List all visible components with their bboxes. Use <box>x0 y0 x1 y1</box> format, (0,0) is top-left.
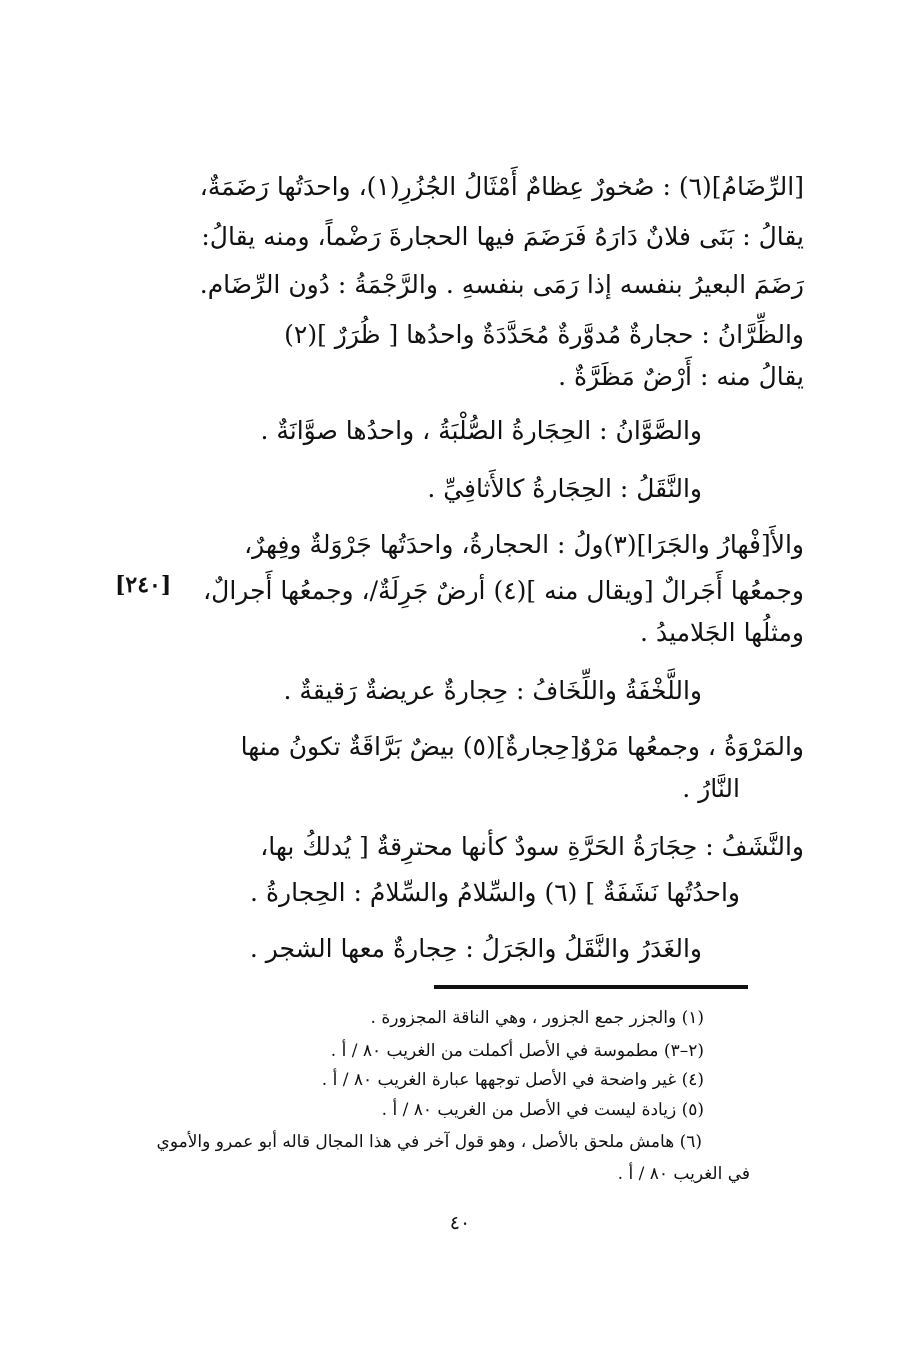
footnote-3: (٤) غير واضحة في الأصل توجهها عبارة الغريب ٨٠ / أ . <box>321 1070 704 1090</box>
page-number: ٤٠ <box>449 1212 471 1234</box>
footnote-5-cont: في الغريب ٨٠ / أ . <box>617 1164 750 1184</box>
body-line-1: [الرِّضَامُ](٦) : صُخورٌ عِظامٌ أَمْثَالُ الجُزُرِ(١)، واحدَتُها رَضَمَةٌ، <box>199 172 804 201</box>
body-line-6: والصَّوَّانُ : الحِجَارةُ الصُّلْبَةُ ، واحدُها صوَّانَةٌ . <box>260 416 702 445</box>
body-line-16: والغَدَرُ والنَّقَلُ والجَرَلُ : حِجارةٌ معها الشجر . <box>249 934 702 963</box>
body-line-12: والمَرْوَةُ ، وجمعُها مَرْوٌ[حِجارةٌ](٥) بيضٌ بَرَّاقَةٌ تكونُ منها <box>240 732 804 761</box>
footnote-4: (٥) زيادة ليست في الأصل من الغريب ٨٠ / أ . <box>381 1100 704 1120</box>
body-line-5: يقالُ منه : أَرْضٌ مَظَرَّةٌ . <box>558 362 804 391</box>
body-line-14: والنَّشَفُ : حِجَارَةُ الحَرَّةِ سودٌ كأنها محترِقةٌ [ يُدلكُ بها، <box>260 832 804 861</box>
body-line-15: واحدُتُها نَشَفَةٌ ] (٦) والسِّلامُ والسِّلامُ : الحِجارةُ . <box>250 878 740 907</box>
body-line-13: النَّارُ . <box>682 774 740 803</box>
body-line-7: والنَّقَلُ : الحِجَارةُ كالأَثافِيِّ . <box>427 474 702 503</box>
body-line-11: واللَّخْفَةُ واللِّخَافُ : حِجارةٌ عريضةٌ رَقيقةٌ . <box>283 676 702 705</box>
body-line-9: وجمعُها أَجَرالٌ [ويقال منه ](٤) أرضٌ جَرِلَةٌ/، وجمعُها أَجرالٌ، <box>203 576 804 605</box>
body-line-3: رَضَمَ البعيرُ بنفسه إذا رَمَى بنفسهِ . والرَّجْمَةُ : دُون الرِّضَام. <box>199 270 804 299</box>
body-line-4: والظِّرَّانُ : حجارةٌ مُدوَّرةٌ مُحَدَّدَةٌ واحدُها [ ظُرَرٌ ](٢) <box>284 320 804 349</box>
body-line-8: والأَ[فْهارُ والجَرَا](٣)ولُ : الحجارةُ، واحدَتُها جَرْوَلةٌ وفِهرٌ، <box>244 530 804 559</box>
body-line-10: ومثلُها الجَلاميدُ . <box>640 618 804 647</box>
body-line-2: يقالُ : بَنَى فلانٌ دَارَهُ فَرَضَمَ فيها الحجارةَ رَضْماً، ومنه يقالُ: <box>201 222 804 251</box>
footnote-2: (٢–٣) مطموسة في الأصل أكملت من الغريب ٨٠ / أ . <box>330 1041 704 1061</box>
footnote-1: (١) والجزر جمع الجزور ، وهي الناقة المجزورة . <box>370 1008 704 1028</box>
margin-folio-note: [٢٤٠] <box>115 572 172 598</box>
footnote-separator <box>434 985 748 989</box>
footnote-5: (٦) هامش ملحق بالأصل ، وهو قول آخر في هذا المجال قاله أبو عمرو والأموي <box>156 1132 702 1152</box>
